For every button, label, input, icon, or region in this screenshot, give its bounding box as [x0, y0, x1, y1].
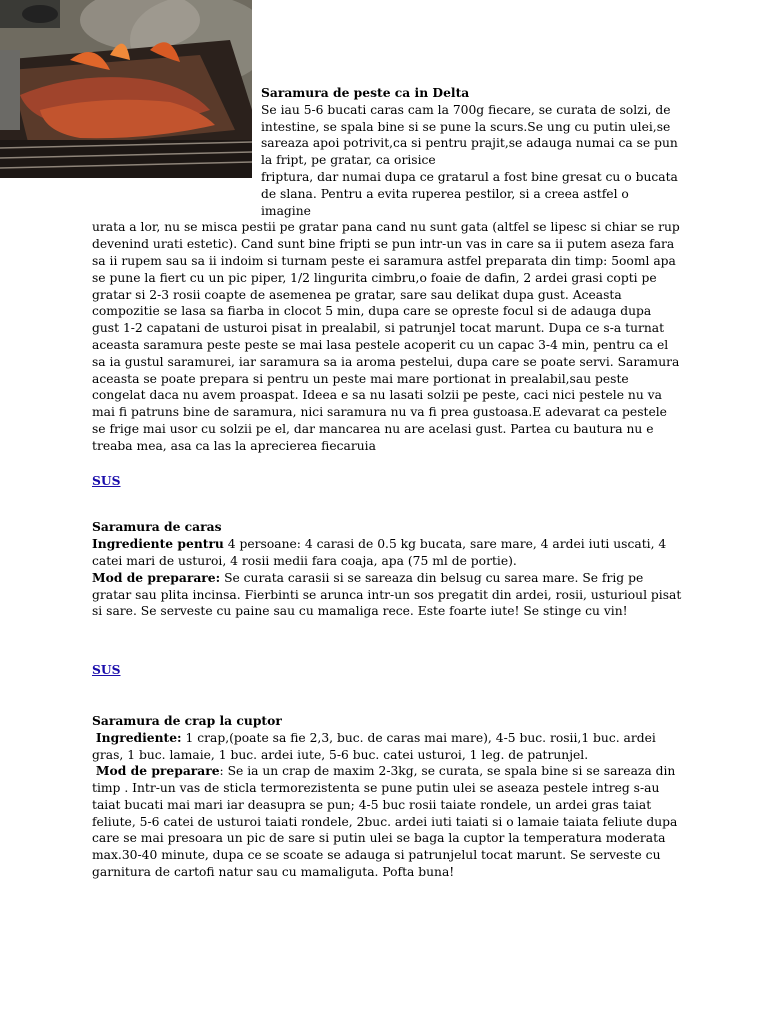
article3-method-text: : Se ia un crap de maxim 2-3kg, se curata, se spala bine si se sareaza din timp . Intr-un vas de sticla termorezistenta se pune putin ulei se aseaza pestele intreg s-au taiat bucati mai mari iar deasupra se pun; 4-5 buc rosii taiate rondele, un ardei gras taiat feliute, 5-6 catei de usturoi taiati rondele, 2buc. ardei iuti taiati si o lamaie taiata feliute dupa care se mai presoara un pic de sare si putin ulei se baga la cuptor la temperatura moderata max.30-40 minute, dupa ce se scoate se adauga si patrunjelul tocat marunt. Se serveste cu garnitura de cartofi natur sau cu mamaliguta. Pofta buna!: [92, 764, 678, 880]
article1-intro-line-1: Se iau 5-6 bucati caras cam la 700g fiecare, se curata de solzi, de: [261, 102, 671, 117]
article2-ingredients-text: 4 persoane: 4 carasi de 0.5 kg bucata, sare mare, 4 ardei iuti uscati, 4 catei mari de usturoi, 4 rosii medii fara coaja, apa (75 ml de portie).: [92, 537, 667, 568]
article1-intro-line-4: la fript, pe gratar, ca orisice: [261, 153, 436, 168]
article1-intro-line-6: de slana. Pentru a evita ruperea pestilor, si a creea astfel o imagine: [261, 186, 629, 218]
article1-intro-line-3: sareaza apoi potrivit,ca si pentru prajit,se adauga numai ca se pun: [261, 136, 678, 151]
article1-intro-line-5: friptura, dar numai dupa ce gratarul a fost bine gresat cu o bucata: [261, 169, 678, 184]
back-to-top-link-2[interactable]: SUS: [92, 662, 121, 678]
article2-ingredients: [92, 536, 682, 570]
article2-method: [92, 570, 682, 620]
article2: [92, 519, 682, 620]
article3-title: Saramura de crap la cuptor: [92, 712, 282, 728]
article3-ingredients-text: 1 crap,(poate sa fie 2,3, buc. de caras mai mare), 4-5 buc. rosii,1 buc. ardei gras, 1 buc. lamaie, 1 buc. ardei iute, 5-6 buc. catei usturoi, 1 leg. de patrunjel.: [92, 730, 656, 762]
article1-title: Saramura de peste ca in Delta: [261, 85, 470, 100]
article3: [92, 713, 682, 881]
article2-method-label: Mod de preparare:: [92, 569, 221, 585]
article2-method-text: Se curata carasii si se sareaza din belsug cu sarea mare. Se frig pe gratar sau plita incinsa. Fierbinti se arunca intr-un sos pregatit din ardei, rosii, usturioul pisat si sare. Se serveste cu paine sau cu mamaliga rece. Este foarte iute! Se stinge cu vin!: [92, 570, 682, 619]
article2-title: Saramura de caras: [92, 519, 222, 535]
back-to-top-link-1[interactable]: SUS: [92, 472, 121, 488]
article3-method: [92, 763, 682, 881]
article2-ingredients-label: Ingrediente pentru: [92, 536, 224, 552]
article3-ingredients-label: Ingrediente:: [95, 729, 182, 745]
document-body: [92, 85, 682, 881]
article1-intro: [261, 85, 682, 219]
article1-body: urata a lor, nu se misca pestii pe gratar pana cand nu sunt gata (altfel se lipesc si chiar se rup devenind urati estetic). Cand sunt bine fripti se pun intr-un vas in care sa ii putem aseza fara sa ii rupem sau sa ii indoim si turnam peste ei saramura astfel preparata din timp: 5ooml apa se pune la fiert cu un pic piper, 1/2 lingurita cimbru,o foaie de dafin, 2 ardei grasi copti pe gratar si 2-3 rosii coapte de asemenea pe gratar, sare sau delikat dupa gust. Aceasta compozitie se lasa sa fiarba in clocot 5 min, dupa care se opreste focul si de adauga dupa gust 1-2 capatani de usturoi pisat in prealabil, si patrunjel tocat marunt. Dupa ce s-a turnat aceasta saramura peste peste se mai lasa pestele acoperit cu un capac 3-4 min, pentru ca el sa ia gustul saramurei, iar saramura sa ia aroma pestelui, dupa care se poate servi. Saramura aceasta se poate prepara si pentru un peste mai mare portionat in prealabil,sau peste congelat daca nu avem proaspat. Ideea e sa nu lasati solzii pe peste, caci nici pestele nu va mai fi patruns bine de saramura, nici saramura nu va fi prea gustoasa.E adevarat ca pestele se frige mai usor cu solzii pe el, dar mancarea nu are acelasi gust. Partea cu bautura nu e treaba mea, asa ca las la aprecierea fiecaruia: [92, 220, 680, 453]
article3-method-label: Mod de preparare: [95, 763, 220, 779]
article3-ingredients: [92, 730, 682, 764]
article1-intro-line-2: intestine, se spala bine si se pune la scurs.Se ung cu putin ulei,se: [261, 119, 671, 134]
